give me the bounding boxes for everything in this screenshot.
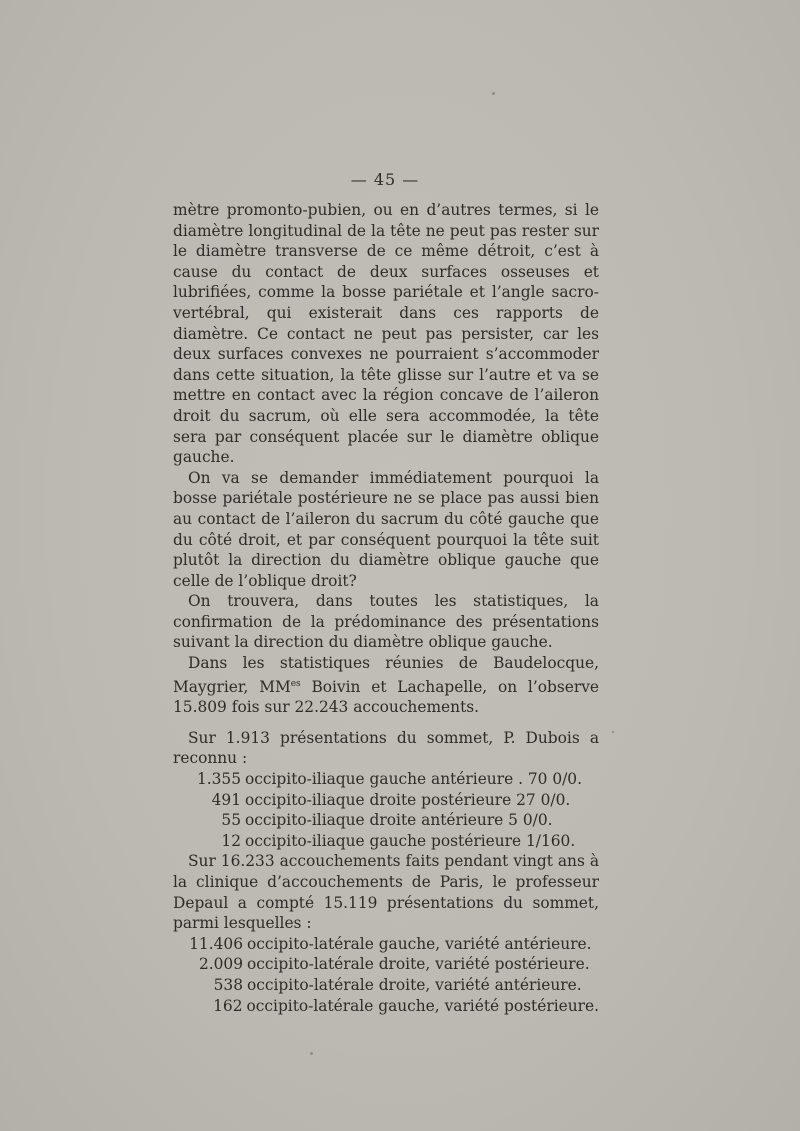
list-item bbox=[173, 996, 599, 1017]
statistics-text-after: Boivin et Lachapelle, on l’observe 15.809 fois sur 22.243 accouchements. bbox=[173, 677, 599, 717]
paragraph-3: On trouvera, dans toutes les statistiques, la confirmation de la prédominance des présentations suivant la direction du diamètre oblique gauche. bbox=[173, 592, 599, 652]
paragraph-statistics bbox=[173, 653, 599, 718]
stat-label: occipito-iliaque gauche antérieure . 70 0/0. bbox=[245, 770, 582, 789]
stat-label: occipito-latérale droite, variété postérieure. bbox=[247, 955, 590, 974]
stat-number: 2.009 bbox=[198, 955, 243, 974]
stat-number: 491 bbox=[211, 790, 241, 809]
paragraph-1: mètre promonto-pubien, ou en d’autres termes, si le diamètre longitudinal de la tête ne peut pas rester sur le diamètre transverse de ce même détroit, c’est à cause du contact de deux surfaces osseuses et lubrifiées, comme la bosse pariétale et l’angle sacro-vertébral, qui existerait dans ces rapports de diamètre. Ce contact ne peut pas persister, car les deux surfaces convexes ne pourraient s’accommoder dans cette situation, la tête glisse sur l’autre et va se mettre en contact avec la région concave de l’aileron droit du sacrum, où elle sera accommodée, la tête sera par conséquent placée sur le diamètre oblique gauche. bbox=[173, 201, 599, 467]
statistics-superscript: es bbox=[290, 678, 301, 689]
list-item bbox=[173, 934, 599, 955]
stat-number: 55 bbox=[221, 811, 241, 830]
stat-number: 538 bbox=[213, 975, 243, 994]
stat-label: occipito-iliaque droite antérieure 5 0/0. bbox=[245, 811, 553, 830]
list-item bbox=[173, 975, 599, 996]
stat-label: occipito-latérale gauche, variété antérieure. bbox=[247, 934, 592, 953]
stat-number: 11.406 bbox=[189, 934, 243, 953]
list-item bbox=[173, 810, 599, 831]
depaul-intro: Sur 16.233 accouchements faits pendant vingt ans à la clinique d’accouchements de Paris, le professeur Depaul a compté 15.119 présentations du sommet, parmi lesquelles : bbox=[173, 852, 599, 933]
stat-number: 162 bbox=[213, 996, 243, 1015]
dubois-intro: Sur 1.913 présentations du sommet, P. Dubois a reconnu : bbox=[173, 728, 599, 768]
paper-speck bbox=[492, 92, 495, 95]
stat-label: occipito-latérale droite, variété antérieure. bbox=[247, 975, 582, 994]
paper-speck bbox=[310, 1052, 313, 1055]
list-item bbox=[173, 769, 599, 790]
stat-label: occipito-latérale gauche, variété postérieure. bbox=[246, 996, 599, 1015]
paper-speck bbox=[612, 731, 614, 733]
stat-label: occipito-iliaque gauche postérieure 1/160. bbox=[245, 831, 576, 850]
dubois-list bbox=[173, 769, 599, 851]
list-item bbox=[173, 831, 599, 852]
list-item bbox=[173, 954, 599, 975]
stat-number: 12 bbox=[221, 831, 241, 850]
paragraph-2: On va se demander immédiatement pourquoi la bosse pariétale postérieure ne se place pas aussi bien au contact de l’aileron du sacrum du côté gauche que du côté droit, et par conséquent pourquoi la tête suit plutôt la direction du diamètre oblique gauche que celle de l’oblique droit? bbox=[173, 468, 599, 590]
list-item bbox=[173, 790, 599, 811]
body-text bbox=[173, 200, 599, 1016]
stat-number: 1.355 bbox=[196, 770, 241, 789]
stat-label: occipito-iliaque droite postérieure 27 0/0. bbox=[245, 790, 571, 809]
spacer bbox=[173, 718, 599, 728]
depaul-list bbox=[173, 934, 599, 1016]
page-number: — 45 — bbox=[350, 170, 420, 189]
statistics-text-before: Dans les statistiques réunies de Baudelocque, Maygrier, MM bbox=[173, 654, 599, 696]
